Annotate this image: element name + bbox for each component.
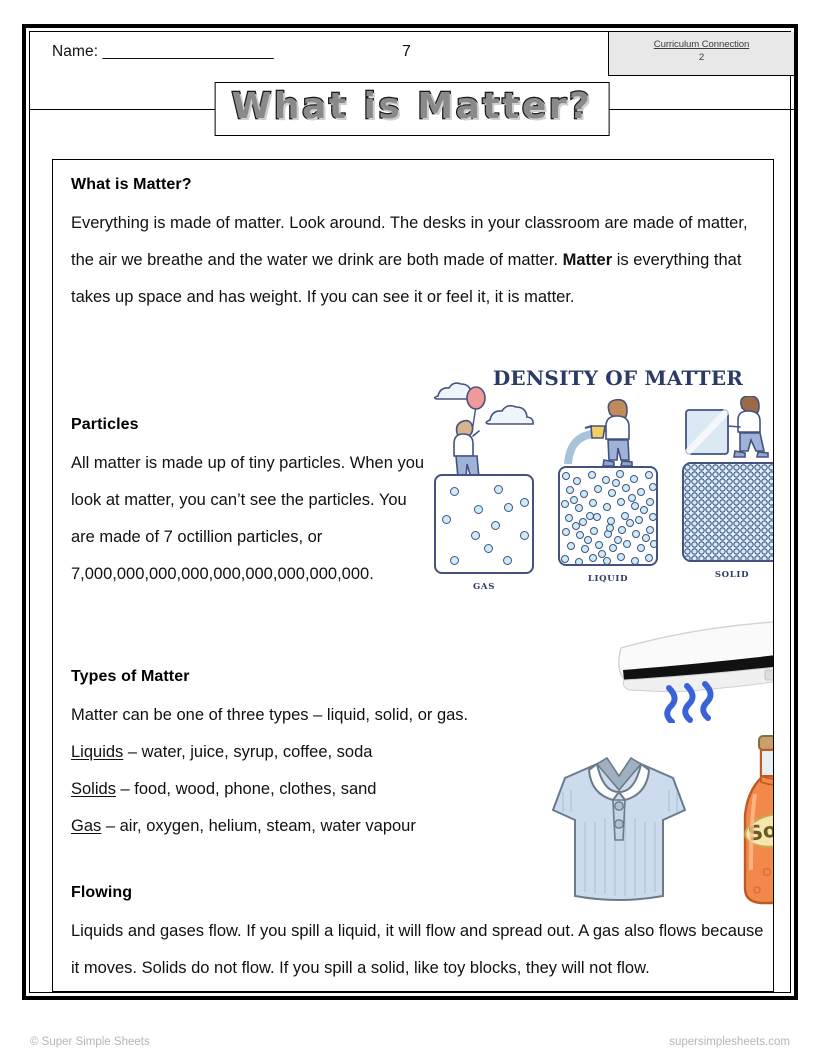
solid-particle-box bbox=[682, 462, 774, 562]
solid-scene-illustration bbox=[680, 396, 774, 462]
page-title: What is Matter? bbox=[231, 86, 593, 127]
types-term-gas: Gas bbox=[71, 817, 102, 835]
page-number: 7 bbox=[402, 43, 411, 60]
intro-text-part2: is everything that takes up space and has weight. If you can see it or feel it, it is matter. bbox=[71, 251, 742, 306]
types-row-liquids bbox=[71, 734, 571, 771]
section-heading-what-is-matter: What is Matter? bbox=[71, 176, 192, 193]
name-blank-line: _____________________ bbox=[102, 43, 274, 60]
types-rest-gas: – air, oxygen, helium, steam, water vapour bbox=[101, 817, 416, 835]
section-heading-particles: Particles bbox=[71, 416, 139, 433]
density-column-solid bbox=[682, 462, 774, 580]
types-rest-liquids: – water, juice, syrup, coffee, soda bbox=[123, 743, 373, 761]
types-term-solids: Solids bbox=[71, 780, 116, 798]
footer-website: supersimplesheets.com bbox=[669, 1036, 790, 1048]
density-of-matter-figure bbox=[428, 366, 768, 591]
liquid-scene-illustration bbox=[558, 398, 653, 468]
density-column-liquid bbox=[558, 466, 658, 584]
solid-lattice-grid bbox=[684, 464, 774, 562]
footer-copyright: © Super Simple Sheets bbox=[30, 1036, 150, 1048]
soda-bottle-illustration bbox=[721, 730, 806, 910]
section-heading-types-of-matter: Types of Matter bbox=[71, 668, 190, 685]
intro-text-part1: Everything is made of matter. Look around. The desks in your classroom are made of matter, the air we breathe and the water we drink are both made of matter. bbox=[71, 214, 748, 269]
density-label-solid: SOLID bbox=[714, 570, 750, 580]
curriculum-connection-value: 2 bbox=[698, 52, 705, 63]
worksheet-header bbox=[30, 32, 794, 80]
intro-bold-matter: Matter bbox=[562, 251, 613, 269]
name-field[interactable] bbox=[52, 43, 273, 61]
name-label: Name: bbox=[52, 43, 99, 60]
curriculum-connection-badge bbox=[608, 32, 794, 76]
section-heading-flowing: Flowing bbox=[71, 884, 133, 901]
section-particles bbox=[71, 416, 441, 593]
liquid-particle-box bbox=[558, 466, 658, 566]
types-term-liquids: Liquids bbox=[71, 743, 124, 761]
air-conditioner-illustration bbox=[613, 618, 774, 723]
curriculum-connection-label: Curriculum Connection bbox=[653, 39, 750, 50]
title-band bbox=[30, 80, 794, 138]
title-box bbox=[215, 82, 610, 136]
density-label-liquid: LIQUID bbox=[587, 574, 629, 584]
types-row-solids bbox=[71, 771, 571, 808]
gas-particle-box bbox=[434, 474, 534, 574]
density-column-gas bbox=[434, 474, 534, 592]
paragraph-flowing: Liquids and gases flow. If you spill a liquid, it will flow and spread out. A gas also flows because it moves. Solids do not flow. If you spill a solid, like toy blocks, they will not flow. bbox=[71, 922, 764, 977]
types-row-gas bbox=[71, 808, 571, 845]
worksheet-content-box bbox=[52, 159, 806, 992]
paragraph-types-intro: Matter can be one of three types – liquid, solid, or gas. bbox=[71, 706, 469, 724]
section-flowing bbox=[71, 884, 771, 987]
section-types-of-matter bbox=[71, 668, 571, 845]
types-rest-solids: – food, wood, phone, clothes, sand bbox=[115, 780, 377, 798]
gas-scene-illustration bbox=[428, 374, 548, 489]
page-footer bbox=[26, 1036, 794, 1054]
paragraph-particles: All matter is made up of tiny particles. When you look at matter, you can’t see the particles. You are made of 7 octillion particles, or 7,000,000,000,000,000,000,000,000,000. bbox=[71, 454, 425, 583]
soda-label-text: Soda bbox=[746, 812, 806, 846]
density-figure-title: DENSITY OF MATTER bbox=[492, 366, 744, 390]
section-what-is-matter bbox=[71, 176, 771, 316]
worksheet-page-frame bbox=[22, 24, 806, 1000]
density-label-gas: GAS bbox=[472, 582, 496, 592]
paragraph-what-is-matter bbox=[71, 205, 771, 316]
